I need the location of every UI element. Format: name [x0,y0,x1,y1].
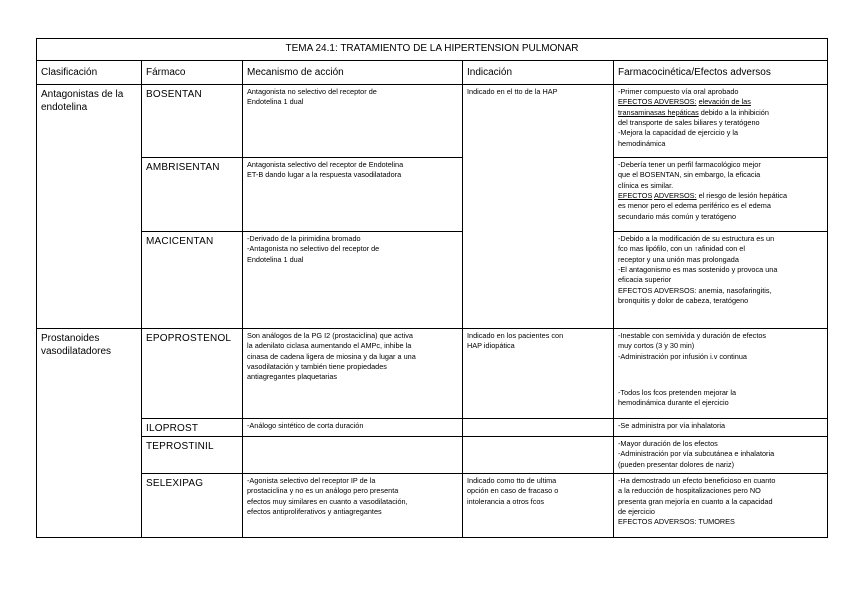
text-line: -Primer compuesto vía oral aprobado [618,87,739,96]
text-line: -Administración por infusión i.v continua [618,351,747,361]
text-line: Indicado en los pacientes con [467,331,564,340]
text-line: -Análogo sintético de corta duración [247,421,364,430]
selexipag-indication [463,474,614,538]
text-line: -Debería tener un perfil farmacológico mejor [618,160,761,169]
text-line [618,191,823,201]
spacer [618,362,823,388]
text-line [618,97,823,107]
text-line: (pueden presentar dolores de nariz) [618,459,735,469]
text-line: opción en caso de fracaso o [467,486,559,496]
adverse-label: EFECTOS [618,191,653,201]
table-row [37,232,828,329]
text-line: Endotelina 1 dual [247,97,304,107]
text-line: ET-B dando lugar a la respuesta vasodilatadora [247,170,402,180]
text-line: EFECTOS ADVERSOS: TUMORES [618,517,735,527]
adverse-label: ADVERSOS: [653,191,697,201]
header-farmacocinetica: Farmacocinética/Efectos adversos [614,61,828,85]
antagonistas-indication [463,85,614,329]
teprostinil-mechanism [243,437,463,474]
text-line: es menor pero el edema periférico es el edema [618,201,771,211]
teprostinil-indication [463,437,614,474]
epoprostenol-indication [463,329,614,419]
bosentan-pharmacokinetics [614,85,828,158]
drug-macicentan: MACICENTAN [142,232,243,329]
text-line [618,108,823,118]
text-line: a la reducción de hospitalizaciones pero NO [618,486,761,496]
drug-ambrisentan: AMBRISENTAN [142,158,243,232]
text-line: muy cortos (3 y 30 min) [618,341,695,351]
text-segment: el riesgo de lesión hepática [696,191,788,201]
text-line: EFECTOS ADVERSOS: anemia, nasofaringitis, [618,285,772,295]
drug-bosentan: BOSENTAN [142,85,243,158]
selexipag-pharmacokinetics [614,474,828,538]
text-line: del transporte de sales biliares y teratógeno [618,118,760,128]
teprostinil-pharmacokinetics [614,437,828,474]
text-line: Indicado como tto de ultima [467,476,557,485]
underlined-text: transaminasas hepáticas [618,107,699,117]
group-prostanoides: Prostanoides vasodilatadores [37,329,142,538]
drug-selexipag: SELEXIPAG [142,474,243,538]
text-line: HAP idiopática [467,341,515,351]
text-line: la adenilato ciclasa aumentando el AMPc, inhibe la [247,341,412,351]
selexipag-mechanism [243,474,463,538]
text-line: que el BOSENTAN, sin embargo, la eficacia [618,170,761,180]
text-line: -Agonista selectivo del receptor IP de la [247,476,376,485]
bosentan-mechanism [243,85,463,158]
treatment-table [36,38,828,538]
text-line: -El antagonismo es mas sostenido y provoca una [618,265,778,275]
drug-teprostinil: TEPROSTINIL [142,437,243,474]
table-row [37,437,828,474]
table-row [37,158,828,232]
text-line: efectos antiproliferativos y antiagregantes [247,507,382,517]
text-line: Son análogos de la PG I2 (prostaciclina) que activa [247,331,413,340]
text-line: receptor y una unión mas prolongada [618,254,739,264]
text-line: efectos muy similares en cuanto a vasodilatación, [247,496,408,506]
adverse-label: EFECTOS ADVERSOS: [618,97,697,107]
header-farmaco: Fármaco [142,61,243,85]
macicentan-mechanism [243,232,463,329]
text-line: cinasa de cadena ligera de miosina y da lugar a una [247,351,416,361]
epoprostenol-pharmacokinetics [614,329,828,419]
text-line: -Antagonista no selectivo del receptor de [247,244,380,254]
text-line: bronquitis y dolor de cabeza, teratógeno [618,296,749,306]
text-line: intolerancia a otros fcos [467,496,545,506]
text-line: fco mas lipófilo, con un ↑afinidad con el [618,244,745,254]
text-line: Antagonista selectivo del receptor de Endotelina [247,160,404,169]
text-line: Antagonista no selectivo del receptor de [247,87,377,96]
text-line: -Administración por vía subcutánea e inhalatoria [618,449,775,459]
drug-iloprost: ILOPROST [142,419,243,437]
table-row [37,419,828,437]
text-line: hemodinámica [618,138,666,148]
iloprost-mechanism [243,419,463,437]
header-clasificacion: Clasificación [37,61,142,85]
text-line: -Debido a la modificación de su estructura es un [618,234,775,243]
text-line: -Derivado de la pirimidina bromado [247,234,361,243]
table-row [37,329,828,419]
text-line: eficacia superior [618,275,672,285]
text-line: -Mayor duración de los efectos [618,439,718,448]
header-indicacion: Indicación [463,61,614,85]
text-line: -Todos los fcos pretenden mejorar la [618,388,737,398]
text-line: -Se administra por vía inhalatoria [618,421,726,430]
ambrisentan-mechanism [243,158,463,232]
text-line: hemodinámica durante el ejercicio [618,398,729,408]
text-line: -Mejora la capacidad de ejercicio y la [618,128,739,138]
text-line: prostaciclina y no es un análogo pero presenta [247,486,399,496]
text-line: de ejercicio [618,507,655,517]
text-line: -Inestable con semivida y duración de efectos [618,331,767,340]
text-line: presenta gran mejoría en cuanto a la capacidad [618,496,773,506]
group-antagonistas: Antagonistas de la endotelina [37,85,142,329]
iloprost-pharmacokinetics [614,419,828,437]
text-line: vasodilatación y también tiene propiedades [247,362,387,372]
text-line: secundario más común y teratógeno [618,211,737,221]
text-line: Endotelina 1 dual [247,254,304,264]
drug-epoprostenol: EPOPROSTENOL [142,329,243,419]
macicentan-pharmacokinetics [614,232,828,329]
table-row [37,474,828,538]
ambrisentan-pharmacokinetics [614,158,828,232]
title-row [37,39,828,61]
header-row [37,61,828,85]
iloprost-indication [463,419,614,437]
header-mecanismo: Mecanismo de acción [243,61,463,85]
text-line: clínica es similar. [618,180,674,190]
table-title: TEMA 24.1: TRATAMIENTO DE LA HIPERTENSION PULMONAR [37,39,828,61]
underlined-text: elevación de las [698,97,751,107]
text-segment: debido a la inhibición [698,107,769,117]
document-page [36,38,827,538]
text-line: antiagregantes plaquetarias [247,372,338,382]
epoprostenol-mechanism [243,329,463,419]
text-line: -Ha demostrado un efecto beneficioso en cuanto [618,476,776,485]
text-line: Indicado en el tto de la HAP [467,87,558,96]
table-row [37,85,828,158]
